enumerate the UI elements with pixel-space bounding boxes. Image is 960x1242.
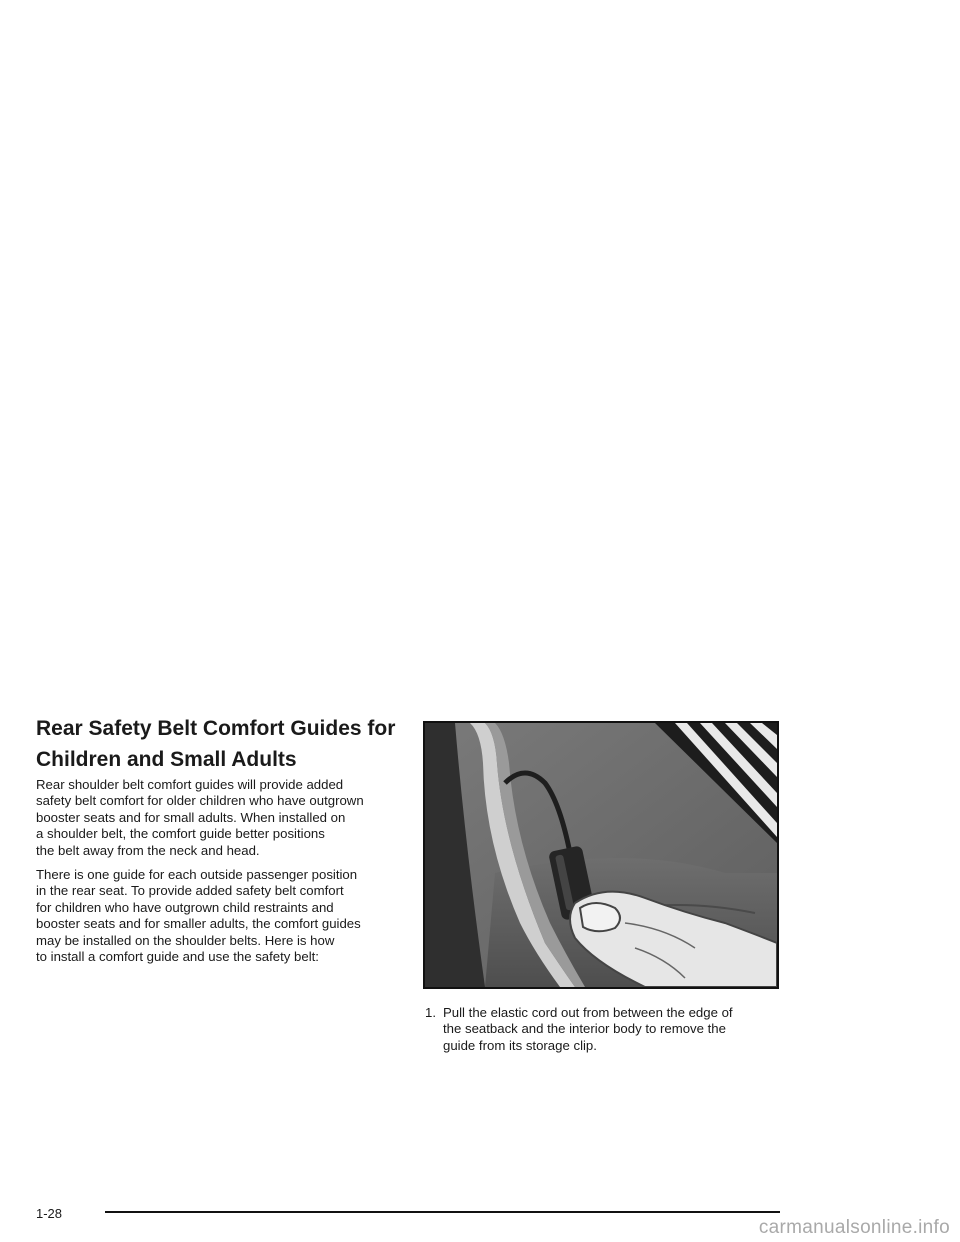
page-number: 1-28 — [36, 1206, 63, 1221]
text-line: a shoulder belt, the comfort guide better positions — [36, 826, 325, 842]
text-line: the belt away from the neck and head. — [36, 842, 260, 858]
text-line: guide from its storage clip. — [443, 1037, 597, 1053]
text-line: the seatback and the interior body to remove the — [443, 1021, 726, 1037]
step-number: 1. — [425, 1005, 436, 1020]
hand-finger — [580, 903, 620, 931]
paragraph-intro — [36, 777, 408, 859]
text-line: Pull the elastic cord out from between the edge of — [443, 1005, 733, 1020]
comfort-guide-illustration — [423, 721, 779, 989]
section-title-line-1: Rear Safety Belt Comfort Guides for — [36, 717, 396, 740]
text-line: in the rear seat. To provide added safety belt comfort — [36, 883, 344, 899]
text-line: may be installed on the shoulder belts. Here is how — [36, 932, 335, 948]
text-line: booster seats and for small adults. When installed on — [36, 809, 346, 825]
text-line: booster seats and for smaller adults, the comfort guides — [36, 916, 361, 932]
section-title-line-2: Children and Small Adults — [36, 748, 297, 771]
step-text — [443, 1005, 733, 1054]
left-column — [36, 777, 408, 973]
text-line: to install a comfort guide and use the safety belt: — [36, 949, 319, 965]
text-line: There is one guide for each outside passenger position — [36, 867, 358, 883]
text-line: safety belt comfort for older children who have outgrown — [36, 793, 364, 809]
footer-rule — [105, 1211, 780, 1213]
section-title — [36, 713, 406, 775]
illustration-drawing — [425, 723, 777, 987]
watermark: carmanualsonline.info — [758, 1217, 950, 1238]
paragraph-guides — [36, 867, 408, 965]
text-line: Rear shoulder belt comfort guides will provide added — [36, 777, 344, 792]
text-line: for children who have outgrown child restraints and — [36, 899, 334, 915]
